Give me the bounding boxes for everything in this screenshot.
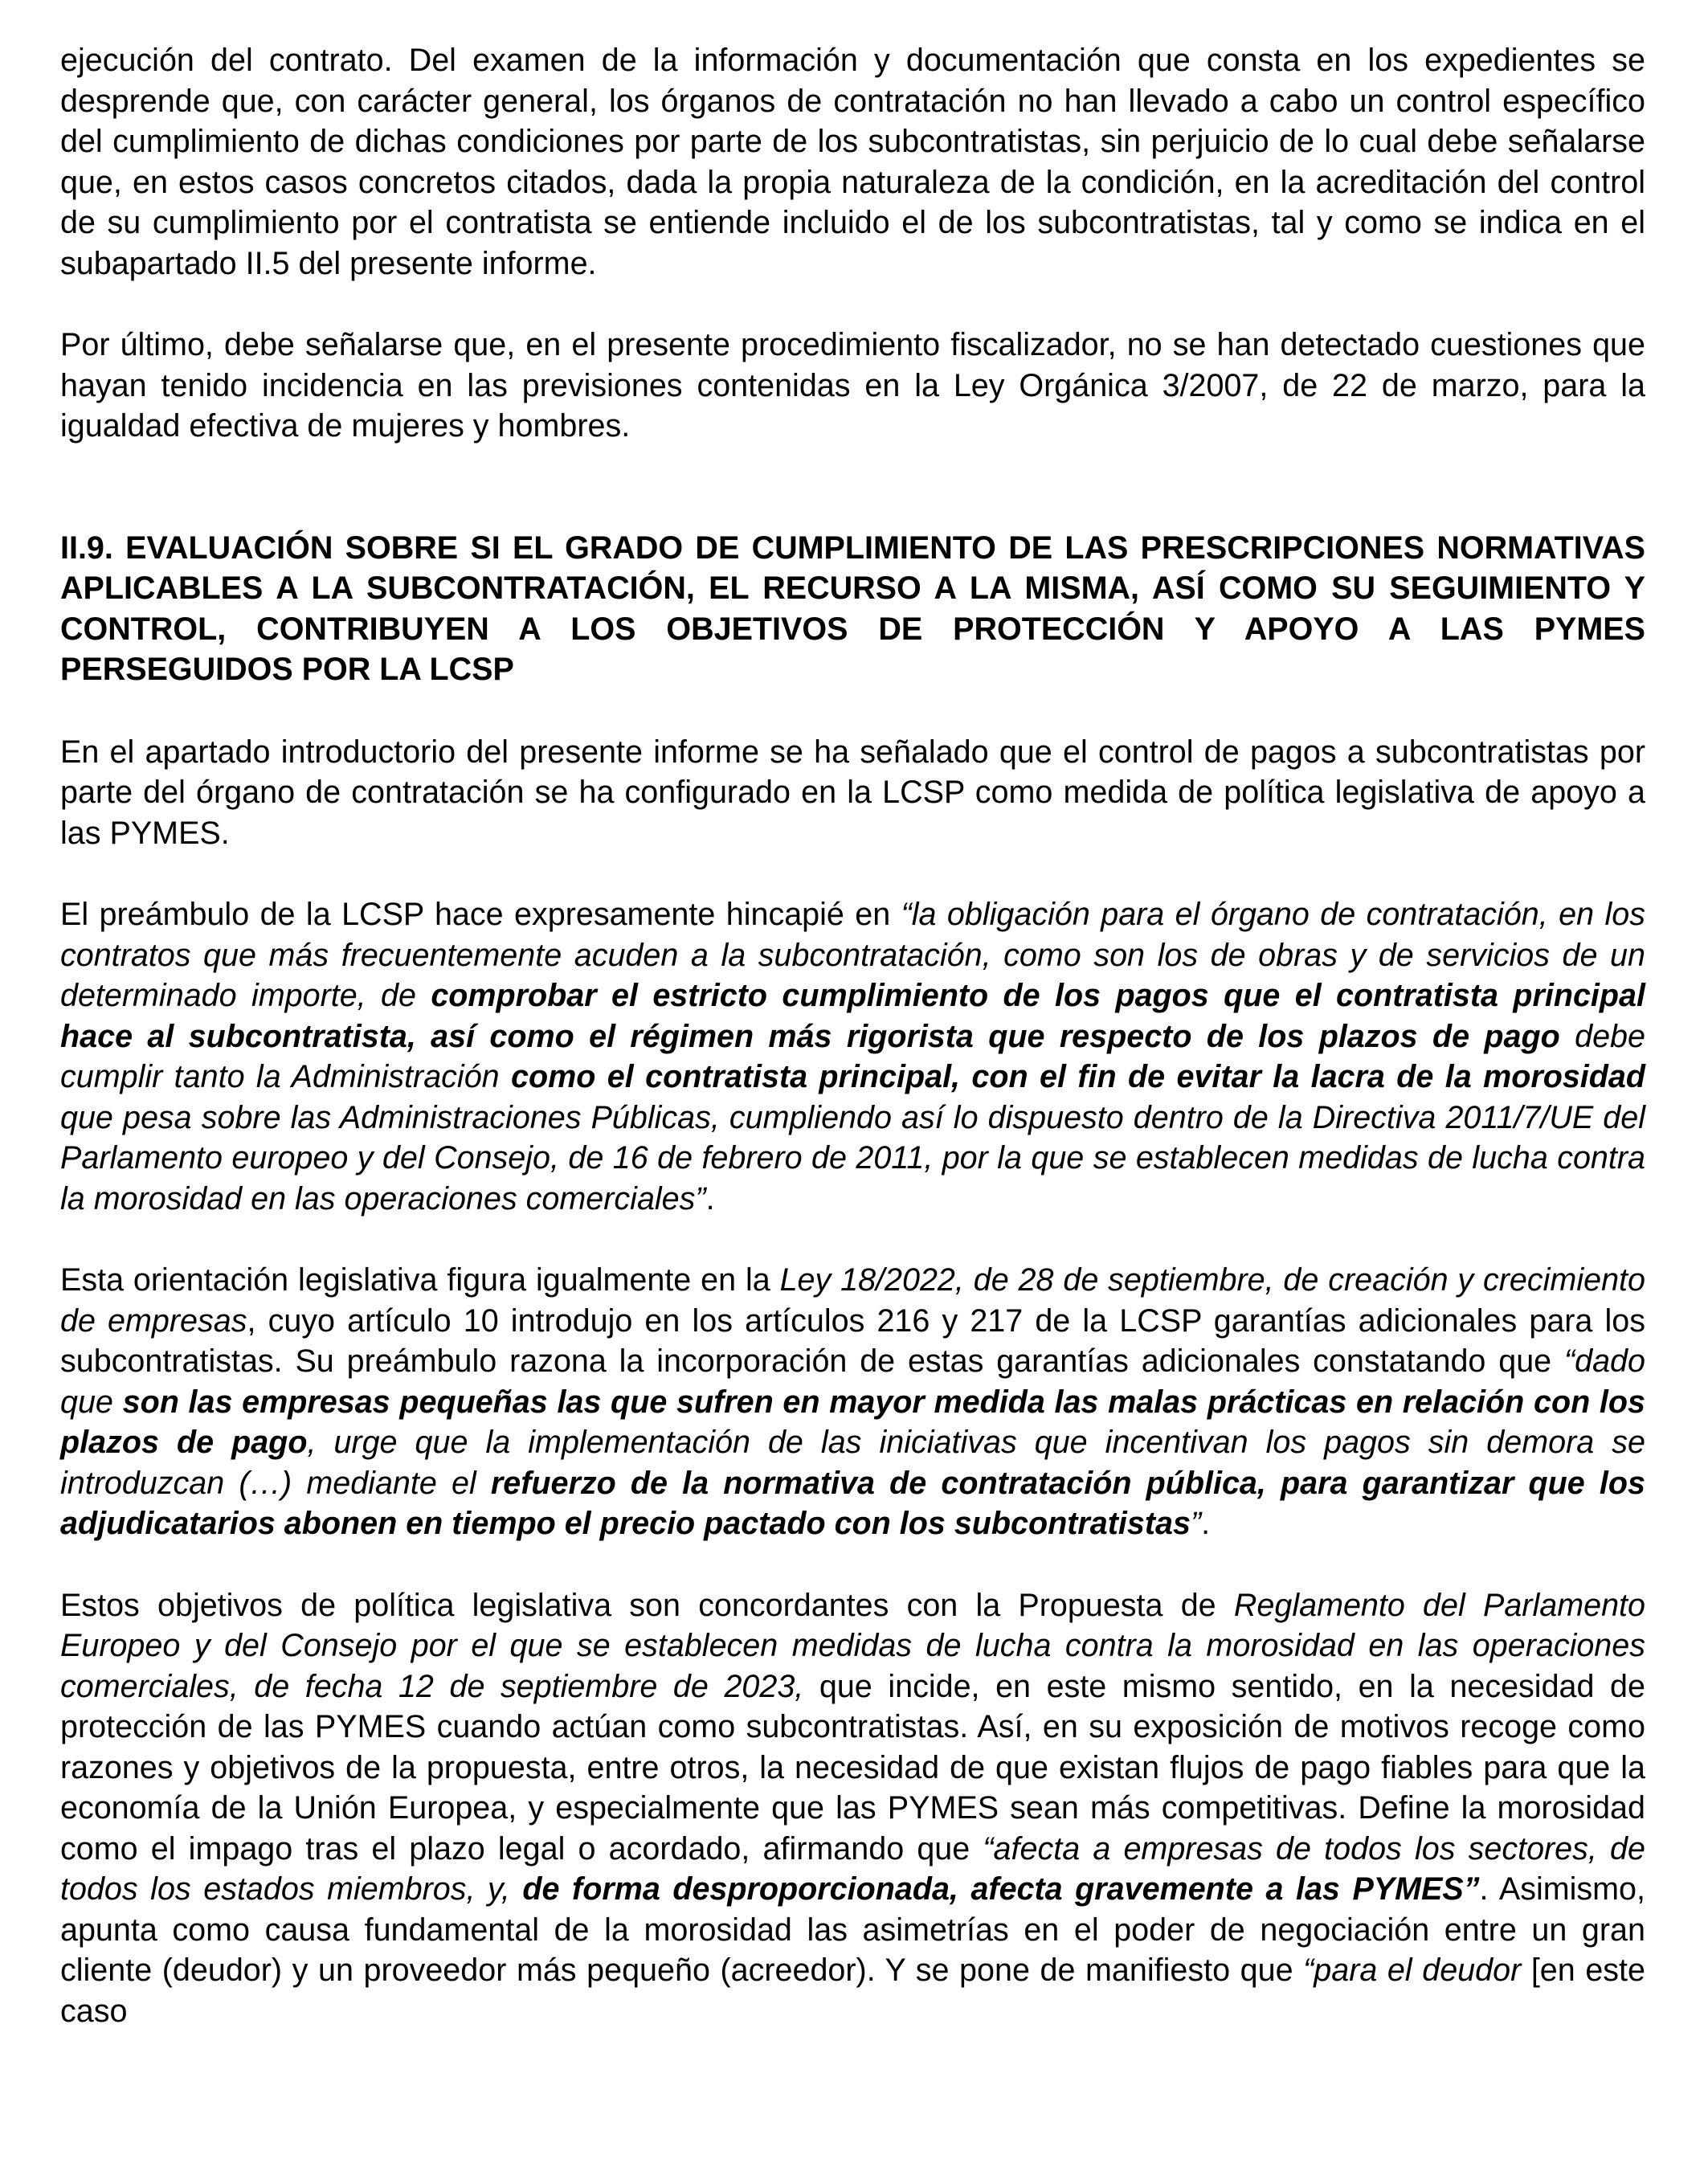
quote-italic: que pesa sobre las Administraciones Públicas, cumpliendo así lo dispuesto dentro de la Directiva 2011/7/UE del Parlamento europeo y del Consejo, de 16 de febrero de 2011, por la que se establecen medidas de lucha contra la morosidad en las operaciones comerciales”	[60, 1099, 1645, 1216]
paragraph-ley-18-2022	[60, 1260, 1645, 1544]
text-run: . Asimismo, apunta como causa fundamental de la morosidad las asimetrías en el poder de negociación entre un gran cliente (deudor) y un proveedor más pequeño (acreedor). Y se pone de manifiesto que	[60, 1871, 1645, 1988]
paragraph-eu-regulation-proposal	[60, 1585, 1645, 2032]
document-page	[60, 40, 1645, 2031]
paragraph-equality-law	[60, 325, 1645, 447]
paragraph-contract-execution	[60, 40, 1645, 284]
quote-bold-italic: son las empresas pequeñas las que sufren en mayor medida las malas prácticas en relación con los plazos de pago	[60, 1384, 1645, 1460]
quote-italic: “dado que	[60, 1343, 1645, 1420]
text-run: .	[1201, 1506, 1211, 1541]
text-run: , cuyo artículo 10 introdujo en los artículos 216 y 217 de la LCSP garantías adicionales para los subcontratistas. Su preámbulo razona la incorporación de estas garantías adicionales constatando que	[60, 1302, 1646, 1379]
paragraph-text: En el apartado introductorio del presente informe se ha señalado que el control de pagos a subcontratistas por parte del órgano de contratación se ha configurado en la LCSP como medida de política legislativa de apoyo a las PYMES.	[60, 734, 1645, 851]
text-run: Esta orientación legislativa figura igualmente en la	[60, 1262, 780, 1298]
paragraph-lcsp-preamble	[60, 894, 1645, 1219]
quote-bold-italic: como el contratista principal, con el fin de evitar la lacra de la morosidad	[511, 1059, 1645, 1094]
text-run: Estos objetivos de política legislativa son concordantes con la Propuesta de	[60, 1587, 1234, 1623]
paragraph-text: ejecución del contrato. Del examen de la información y documentación que consta en los expedientes se desprende que, con carácter general, los órganos de contratación no han llevado a cabo un control específico del cumplimiento de dichas condiciones por parte de los subcontratistas, sin perjuicio de lo cual debe señalarse que, en estos casos concretos citados, dada la propia naturaleza de la condición, en la acreditación del control de su cumplimiento por el contratista se entiende incluido el de los subcontratistas, tal y como se indica en el subapartado II.5 del presente informe.	[60, 43, 1645, 281]
text-run: El preámbulo de la LCSP hace expresamente hincapié en	[60, 897, 901, 932]
quote-italic: “para el deudor	[1303, 1953, 1522, 1988]
section-heading-ii-9: II.9. EVALUACIÓN SOBRE SI EL GRADO DE CUMPLIMIENTO DE LAS PRESCRIPCIONES NORMATIVAS APLICABLES A LA SUBCONTRATACIÓN, EL RECURSO A LA MISMA, ASÍ COMO SU SEGUIMIENTO Y CONTROL, CONTRIBUYEN A LOS OBJETIVOS DE PROTECCIÓN Y APOYO A LAS PYMES PERSEGUIDOS POR LA LCSP	[60, 530, 1645, 687]
quote-italic: “afecta a empresas de todos los sectores, de todos los estados miembros, y,	[60, 1830, 1645, 1907]
quote-italic: “la obligación para el órgano de contratación, en los contratos que más frecuentemente acuden a la subcontratación, como son los de obras y de servicios de un determinado importe, de	[60, 897, 1645, 1013]
law-title-italic: Ley 18/2022, de 28 de septiembre, de creación y crecimiento de empresas	[60, 1262, 1645, 1339]
quote-bold-italic: de forma desproporcionada, afecta gravemente a las PYMES”	[522, 1871, 1480, 1907]
quote-italic: debe cumplir tanto la Administración	[60, 1018, 1645, 1094]
quote-bold-italic: refuerzo de la normativa de contratación pública, para garantizar que los adjudicatarios abonen en tiempo el precio pactado con los subcontratistas	[60, 1465, 1646, 1541]
text-run: .	[705, 1180, 715, 1216]
text-run: que incide, en este mismo sentido, en la necesidad de protección de las PYMES cuando actúan como subcontratistas. Así, en su exposición de motivos recoge como razones y objetivos de la propuesta, entre otros, la necesidad de que existan flujos de pago fiables para que la economía de la Unión Europea, y especialmente que las PYMES sean más competitivas. Define la morosidad como el impago tras el plazo legal o acordado, afirmando que	[60, 1668, 1645, 1867]
regulation-title-italic: Reglamento del Parlamento Europeo y del Consejo por el que se establecen medidas de lucha contra la morosidad en las operaciones comerciales, de fecha 12 de septiembre de 2023,	[60, 1587, 1645, 1704]
text-run: [en este caso	[60, 1953, 1645, 2029]
paragraph-introductory-section	[60, 732, 1645, 854]
quote-italic: , urge que la implementación de las iniciativas que incentivan los pagos sin demora se introduzcan (…) mediante el	[60, 1425, 1645, 1501]
paragraph-text: Por último, debe señalarse que, en el presente procedimiento fiscalizador, no se han detectado cuestiones que hayan tenido incidencia en las previsiones contenidas en la Ley Orgánica 3/2007, de 22 de marzo, para la igualdad efectiva de mujeres y hombres.	[60, 327, 1645, 444]
quote-bold-italic: comprobar el estricto cumplimiento de los pagos que el contratista principal hace al subcontratista, así como el régimen más rigorista que respecto de los plazos de pago	[60, 978, 1645, 1054]
quote-italic: ”	[1190, 1506, 1202, 1541]
